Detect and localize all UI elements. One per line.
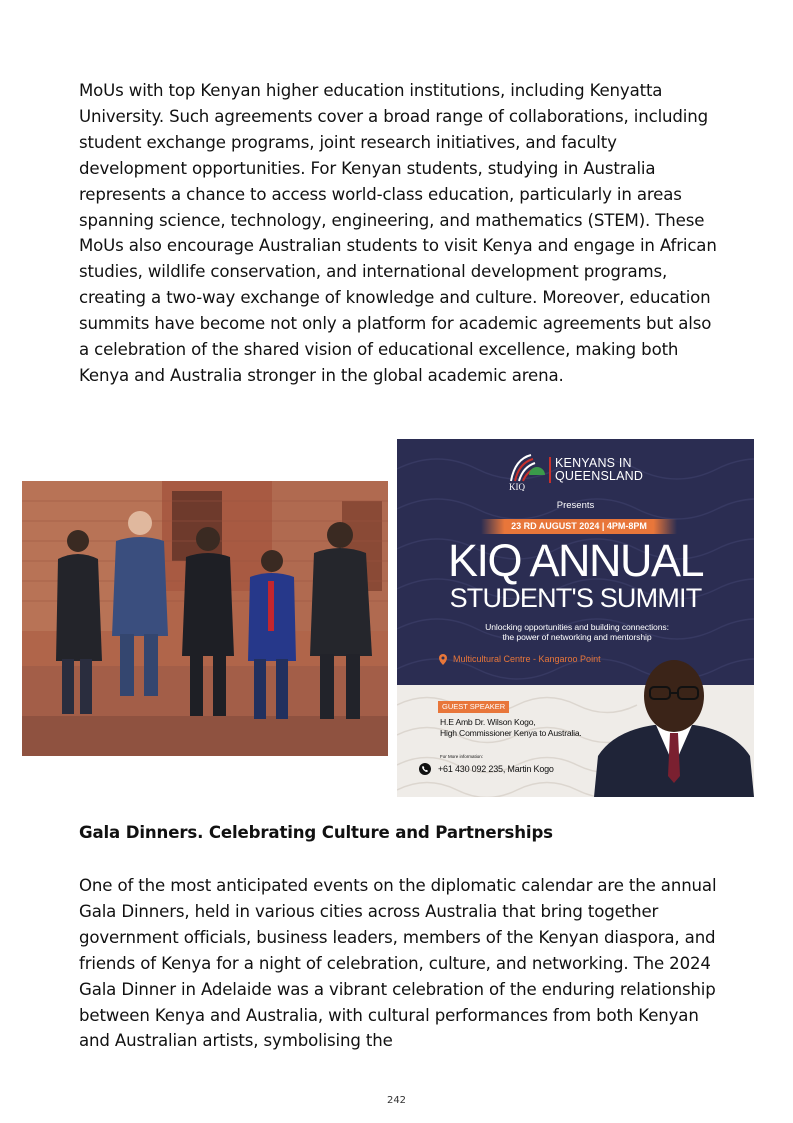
summit-subtitle: STUDENT'S SUMMIT bbox=[449, 583, 702, 613]
kiq-logo-icon bbox=[505, 451, 547, 491]
logo-divider bbox=[549, 457, 551, 483]
page-number: 242 bbox=[386, 1095, 407, 1106]
svg-text:KIQ: KIQ bbox=[509, 482, 525, 491]
info-label: For More information: bbox=[440, 754, 484, 759]
venue-text: Multicultural Centre - Kangaroo Point bbox=[453, 654, 601, 664]
body-paragraph-1: MoUs with top Kenyan higher education institutions, including Kenyatta University. Such agreements cover a broad range of collaborations, including student exchange programs, joint research initiatives, and faculty development opportunities. For Kenyan students, studying in Australia represents a chance to access world-class education, particularly in areas spanning science, technology, engineering, and mathematics (STEM). These MoUs also encourage Australian students to visit Kenya and engage in African studies, wildlife conservation, and international development programs, creating a two-way exchange of knowledge and culture. Moreover, education summits have become not only a platform for academic agreements but also a celebration of the shared vision of educational excellence, making both Kenya and Australia stronger in the global academic arena. bbox=[79, 81, 717, 385]
speaker-title: High Commissioner Kenya to Australia. bbox=[440, 727, 582, 738]
org-name-line-1: KENYANS IN bbox=[555, 456, 632, 470]
org-name-line-2: QUEENSLAND bbox=[555, 469, 644, 483]
location-pin-icon bbox=[439, 654, 447, 665]
event-poster bbox=[397, 439, 754, 797]
summit-tagline bbox=[457, 622, 697, 642]
delegation-photo bbox=[22, 481, 388, 756]
phone-icon bbox=[419, 763, 431, 775]
contact-text: +61 430 092 235, Martin Kogo bbox=[438, 764, 554, 774]
summit-title: KIQ ANNUAL bbox=[447, 535, 704, 586]
date-time-banner: 23 RD AUGUST 2024 | 4PM-8PM bbox=[481, 519, 677, 534]
tagline-line-2: the power of networking and mentorship bbox=[502, 632, 652, 642]
tagline-line-1: Unlocking opportunities and building connections: bbox=[485, 622, 669, 632]
org-name bbox=[555, 457, 675, 483]
speaker-name: H.E Amb Dr. Wilson Kogo, bbox=[440, 717, 536, 727]
guest-speaker-badge: GUEST SPEAKER bbox=[438, 701, 509, 713]
body-paragraph-2: One of the most anticipated events on the diplomatic calendar are the annual Gala Dinners, held in various cities across Australia that bring together government officials, business leaders, members of the Kenyan diaspora, and friends of Kenya for a night of celebration, culture, and networking. The 2024 Gala Dinner in Adelaide was a vibrant celebration of the enduring relationship between Kenya and Australia, with cultural performances from both Kenyan and Australian artists, symbolising the bbox=[79, 876, 717, 1051]
section-heading: Gala Dinners. Celebrating Culture and Partnerships bbox=[79, 823, 553, 842]
speaker-portrait bbox=[594, 651, 754, 797]
speaker-details bbox=[440, 717, 610, 738]
presents-label: Presents bbox=[556, 500, 595, 511]
